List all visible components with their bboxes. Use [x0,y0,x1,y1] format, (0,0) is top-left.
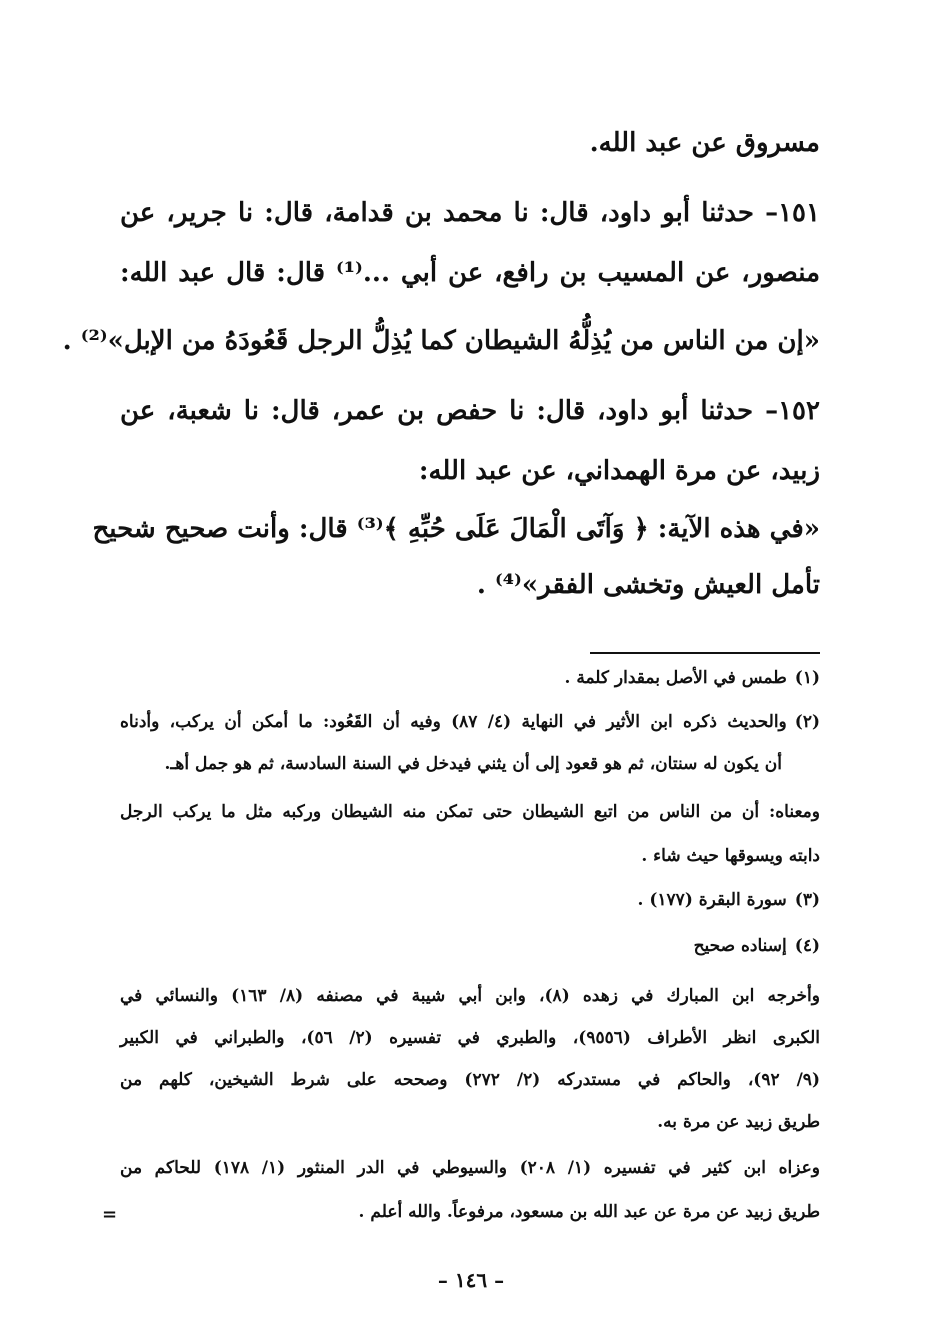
footnote-4-line-5: وعزاه ابن كثير في تفسيره (١/ ٢٠٨) والسيوطي في الدر المنثور (١/ ١٧٨) للحاكم من [120,1158,821,1178]
main-line-8: تأمل العيش وتخشى الفقر»⁽⁴⁾ . [476,570,820,600]
main-line-6: زبيد، عن مرة الهمداني، عن عبد الله: [418,456,820,486]
continuation-mark: = [102,1204,118,1225]
footnote-2-line-2: أن يكون له سنتان، ثم هو قعود إلى أن يثني فيدخل في السنة السادسة، ثم هو جمل أهـ. [164,754,782,774]
footnote-4 [120,936,820,956]
footnote-4-number: (٤) [794,936,820,956]
footnote-1-number: (١) [794,668,820,688]
footnote-1 [120,668,820,688]
footnote-4-line-1: وأخرجه ابن المبارك في زهده (٨)، وابن أبي شيبة في مصنفه (٨/ ١٦٣) والنسائي في [120,986,820,1006]
main-line-2: ١٥١– حدثنا أبو داود، قال: نا محمد بن قدامة، قال: نا جرير، عن [120,198,820,228]
footnote-3 [120,890,820,910]
footnote-2-line-1: والحديث ذكره ابن الأثير في النهاية (٤/ ٨٧) وفيه أن القَعُود: ما أمكن أن يركب، وأدناه [120,712,787,732]
main-line-7: «في هذه الآية: ﴿ وَآتَى الْمَالَ عَلَى حُبِّهِ ﴾⁽³⁾ قال: وأنت صحيح شحيح [92,514,820,544]
footnote-3-number: (٣) [794,890,820,910]
main-line-1: مسروق عن عبد الله. [589,128,820,158]
footnote-3-text: سورة البقرة (١٧٧) . [637,890,787,910]
page-number: – ١٤٦ – [437,1268,505,1292]
footnote-2-line-3: ومعناه: أن من الناس من اتبع الشيطان حتى تمكن منه الشيطان وركبه مثل ما يركب الرجل [120,802,820,822]
footnote-4-line-2: الكبرى انظر الأطراف (٩٥٥٦)، والطبري في تفسيره (٢/ ٥٦)، والطبراني في الكبير [120,1028,820,1048]
footnote-2-line-4: دابته ويسوقها حيث شاء . [641,846,820,866]
footnote-4-heading: إسناده صحيح [693,936,787,956]
footnote-4-line-3: (٩/ ٩٢)، والحاكم في مستدركه (٢/ ٢٧٢) وصححه على شرط الشيخين، كلهم من [120,1070,820,1090]
footnote-2-number: (٢) [794,712,820,732]
main-line-3: منصور، عن المسيب بن رافع، عن أبي ...⁽¹⁾ قال: قال عبد الله: [120,258,820,288]
footnote-2 [120,712,820,732]
footnote-4-line-4: طريق زبيد عن مرة به. [657,1112,820,1132]
main-line-5: ١٥٢– حدثنا أبو داود، قال: نا حفص بن عمر، قال: نا شعبة، عن [120,396,820,426]
footnote-1-text: طمس في الأصل بمقدار كلمة . [564,668,787,688]
footnote-4-line-6: طريق زبيد عن مرة عن عبد الله بن مسعود، مرفوعاً. والله أعلم . [358,1202,820,1222]
footnote-divider [590,652,820,654]
main-line-4: «إن من الناس من يُذِلُّهُ الشيطان كما يُذِلُّ الرجل قَعُودَهُ من الإبل»⁽²⁾ . [62,326,820,356]
